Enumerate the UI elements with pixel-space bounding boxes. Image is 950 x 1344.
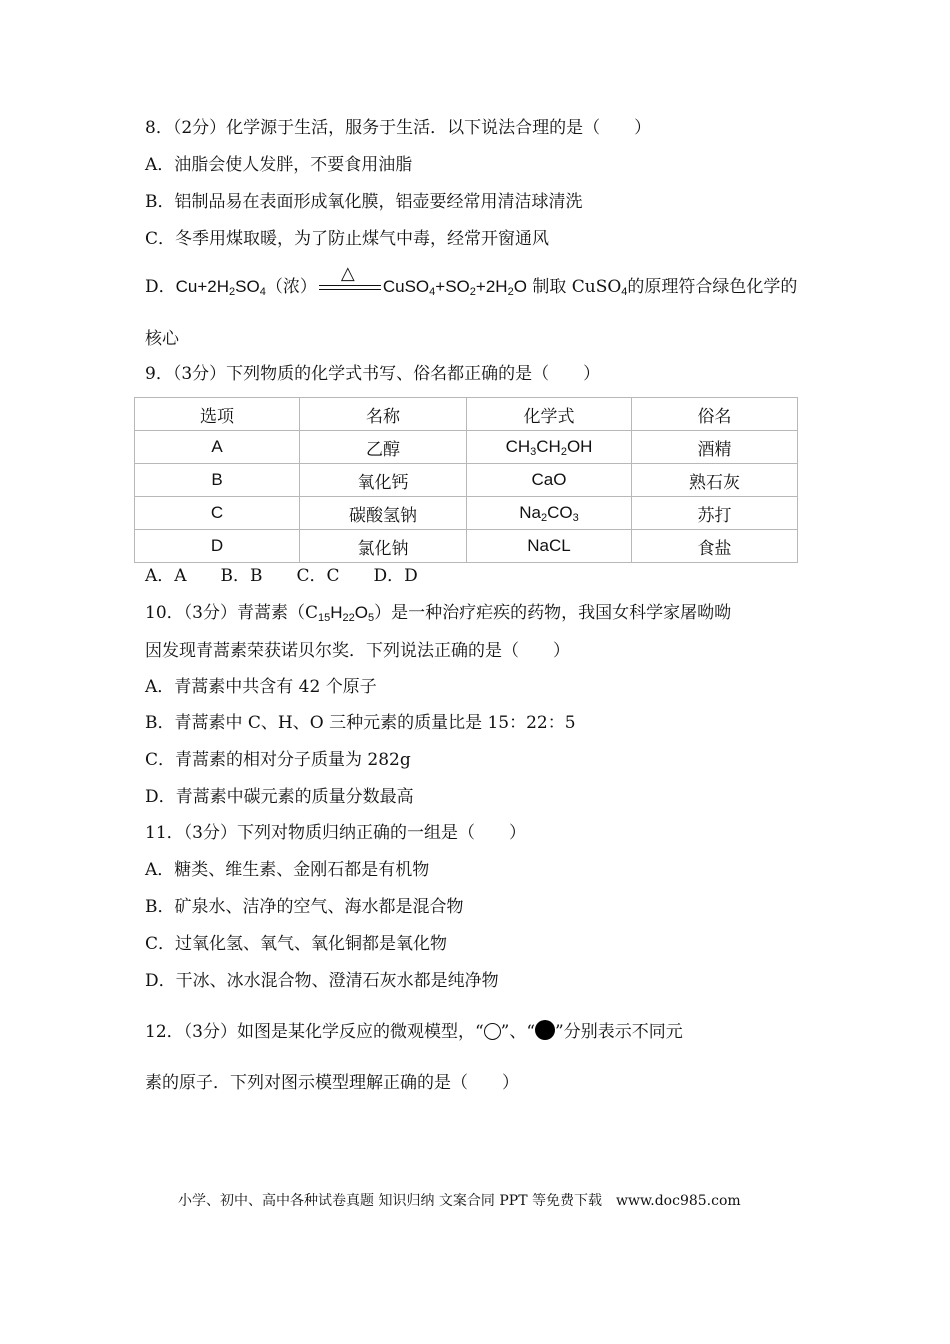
- q10-option-a: A．青蒿素中共含有 42 个原子: [145, 677, 377, 697]
- formula-part: CO: [547, 503, 573, 522]
- q8-option-d: [145, 263, 798, 299]
- table-cell-common: 苏打: [632, 497, 798, 530]
- formula-sub: 3: [530, 446, 537, 458]
- formula-sub: 2: [560, 446, 567, 458]
- q9-choices: A．A B．B C．C D．D: [145, 566, 418, 586]
- q11-option-a: A．糖类、维生素、金刚石都是有机物: [145, 860, 430, 880]
- table-cell-formula: [467, 497, 632, 530]
- table-cell-name: 碳酸氢钠: [300, 497, 467, 530]
- table-cell-formula: [467, 431, 632, 464]
- table-cell-common: 熟石灰: [632, 464, 798, 497]
- q8-d-prefix: D．: [145, 277, 176, 297]
- eq-part: Cu+2H: [175, 277, 230, 296]
- equals-bar: [319, 289, 381, 290]
- q12-stem: [145, 1020, 683, 1044]
- q10-stem-post: ）是一种治疗疟疾的药物，我国女科学家屠呦呦: [374, 603, 732, 623]
- table-cell-option: A: [135, 431, 300, 464]
- table-row: [135, 464, 798, 497]
- q8-d-conc: （浓）: [265, 277, 317, 297]
- formula-part: Na: [519, 503, 541, 522]
- eq-sub: 2: [229, 286, 236, 298]
- table-header-cell: 名称: [300, 398, 467, 431]
- equals-bar: [319, 285, 381, 286]
- table-cell-option: B: [135, 464, 300, 497]
- q12-stem-a: 12．（3分）如图是某化学反应的微观模型，“: [145, 1022, 484, 1042]
- q9-options-table: [134, 397, 798, 563]
- q11-option-c: C．过氧化氢、氧气、氧化铜都是氧化物: [145, 934, 448, 954]
- q8-d-products: [383, 277, 527, 296]
- q11-option-d: D．干冰、冰水混合物、澄清石灰水都是纯净物: [145, 971, 499, 991]
- white-atom-icon: [484, 1023, 501, 1040]
- q8-option-c: C．冬季用煤取暖，为了防止煤气中毒，经常开窗通风: [145, 229, 550, 249]
- q8-option-d-line2: 核心: [145, 329, 179, 349]
- q12-stem-line2: 素的原子．下列对图示模型理解正确的是（ ）: [145, 1073, 519, 1093]
- table-cell-name: 乙醇: [300, 431, 467, 464]
- q10-option-b: B．青蒿素中 C、H、O 三种元素的质量比是 15：22：5: [145, 713, 576, 733]
- eq-part: O: [513, 277, 527, 296]
- q10-stem: [145, 601, 731, 625]
- table-cell-common: 食盐: [632, 530, 798, 563]
- q9-stem: 9．（3分）下列物质的化学式书写、俗名都正确的是（ ）: [145, 364, 601, 384]
- delta-icon: △: [340, 263, 355, 284]
- formula-sub: 2: [540, 512, 548, 524]
- footer-banner: 小学、初中、高中各种试卷真题 知识归纳 文案合同 PPT 等免费下载 www.doc985.com: [178, 1193, 741, 1209]
- eq-sub: 4: [621, 286, 628, 298]
- formula-part: NaCL: [527, 536, 571, 555]
- q10-option-d: D．青蒿素中碳元素的质量分数最高: [145, 787, 414, 807]
- formula-part: O: [354, 603, 368, 622]
- formula-part: CaO: [531, 470, 567, 489]
- q8-d-equation: [176, 277, 266, 296]
- table-cell-formula: [467, 464, 632, 497]
- q10-option-c: C．青蒿素的相对分子质量为 282g: [145, 750, 411, 770]
- table-header-cell: 选项: [135, 398, 300, 431]
- q8-d-mid: 制取 CuSO: [532, 277, 622, 297]
- q8-option-b: B．铝制品易在表面形成氧化膜，铝壶要经常用清洁球清洗: [145, 192, 583, 212]
- q12-stem-c: ”分别表示不同元: [555, 1022, 683, 1042]
- table-row: [135, 431, 798, 464]
- eq-part: SO: [235, 277, 260, 296]
- formula-sub: 3: [572, 512, 579, 524]
- q8-option-a: A．油脂会使人发胖，不要食用油脂: [145, 155, 413, 175]
- table-cell-common: 酒精: [632, 431, 798, 464]
- formula-sub: 22: [342, 612, 355, 624]
- table-cell-option: D: [135, 530, 300, 563]
- eq-sub: 4: [429, 286, 436, 298]
- q11-stem: 11．（3分）下列对物质归纳正确的一组是（ ）: [145, 823, 526, 843]
- black-atom-icon: [535, 1020, 555, 1040]
- eq-part: CuSO: [382, 277, 430, 296]
- heating-equals-sign: [319, 263, 381, 296]
- table-row: [135, 530, 798, 563]
- table-header-row: [135, 398, 798, 431]
- table-cell-name: 氧化钙: [300, 464, 467, 497]
- table-cell-formula: [467, 530, 632, 563]
- table-header-cell: 俗名: [632, 398, 798, 431]
- table-cell-name: 氯化钠: [300, 530, 467, 563]
- q8-d-end: 的原理符合绿色化学的: [627, 277, 798, 297]
- table-cell-option: C: [135, 497, 300, 530]
- eq-sub: 2: [469, 286, 476, 298]
- formula-part: CH: [505, 437, 531, 456]
- q11-option-b: B．矿泉水、洁净的空气、海水都是混合物: [145, 897, 464, 917]
- eq-sub: 2: [507, 286, 514, 298]
- eq-sub: 4: [259, 286, 266, 298]
- formula-sub: 5: [367, 612, 375, 624]
- formula-sub: 15: [317, 612, 331, 624]
- formula-part: H: [330, 603, 343, 622]
- q8-stem: 8．（2分）化学源于生活，服务于生活．以下说法合理的是（ ）: [145, 118, 652, 138]
- table-header-cell: 化学式: [467, 398, 632, 431]
- table-row: [135, 497, 798, 530]
- q10-stem-pre: 10．（3分）青蒿素（C: [145, 603, 318, 623]
- q10-stem-line2: 因发现青蒿素荣获诺贝尔奖．下列说法正确的是（ ）: [145, 641, 570, 661]
- formula-part: CH: [536, 437, 561, 456]
- q12-stem-b: ”、“: [500, 1022, 536, 1042]
- eq-part: +2H: [475, 277, 508, 296]
- eq-part: +SO: [435, 277, 470, 296]
- formula-part: OH: [566, 437, 593, 456]
